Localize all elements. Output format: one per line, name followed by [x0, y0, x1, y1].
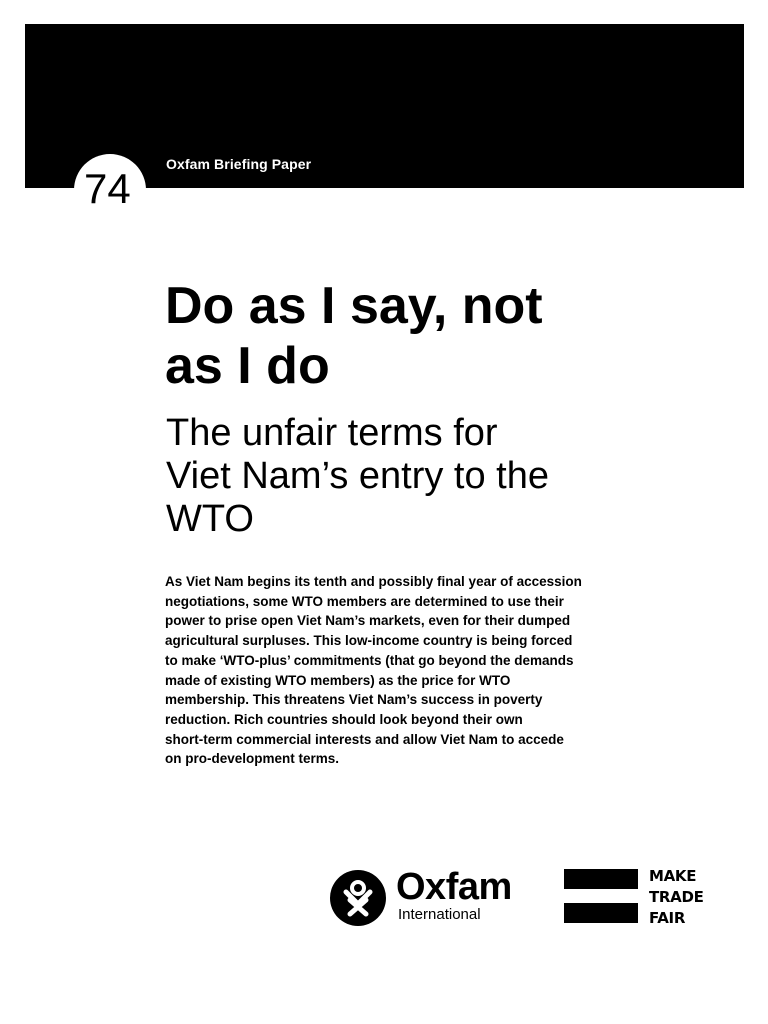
oxfam-wordmark: Oxfam [396, 866, 512, 908]
oxfam-subtitle: International [398, 906, 481, 923]
paper-summary: As Viet Nam begins its tenth and possibly final year of accession negotiations, some WTO members are determined to use their power to prise open Viet Nam’s markets, even for their dumped agricultural surpluses. This low-income country is being forced to make ‘WTO-plus’ commitments (that go beyond the demands made of existing WTO members) as the price for WTO membership. This threatens Viet Nam’s success in poverty reduction. Rich countries should look beyond their own short-term commercial interests and allow Viet Nam to accede on pro-development terms. [165, 574, 582, 767]
paper-number: 74 [84, 165, 131, 212]
paper-title: Do as I say, not as I do [165, 277, 543, 395]
make-trade-fair-bar-bottom [564, 903, 638, 923]
make-trade-fair-bar-top [564, 869, 638, 889]
series-label: Oxfam Briefing Paper [166, 156, 312, 172]
oxfam-logo-icon [330, 870, 386, 926]
make-trade-fair-logo: MAKE TRADE FAIR [649, 867, 704, 927]
paper-subtitle: The unfair terms for Viet Nam’s entry to the WTO [166, 412, 550, 540]
